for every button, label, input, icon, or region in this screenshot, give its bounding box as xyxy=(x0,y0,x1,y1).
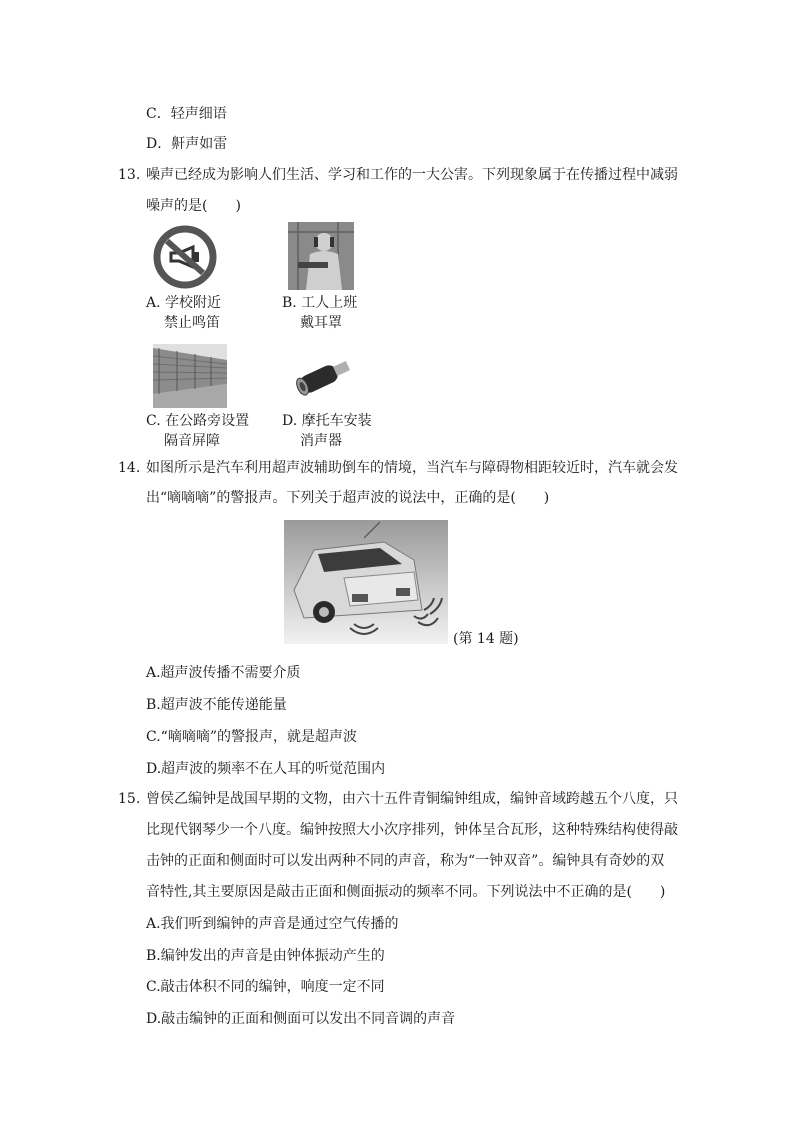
q12-option-d: D．鼾声如雷 xyxy=(146,136,228,152)
q14-number: 14. xyxy=(118,460,141,476)
q13-option-c-label1: C. 在公路旁设置 xyxy=(146,413,250,429)
q13-option-a-label2: 禁止鸣笛 xyxy=(164,315,220,331)
q13-option-b-label2: 戴耳罩 xyxy=(300,315,342,331)
worker-earmuffs-photo xyxy=(288,222,354,290)
q14-option-d: D.超声波的频率不在人耳的听觉范围内 xyxy=(146,761,386,777)
q15-stem-line2: 比现代钢琴少一个八度。编钟按照大小次序排列，钟体呈合瓦形，这种特殊结构使得敲 xyxy=(146,822,678,838)
q15-stem-line3: 击钟的正面和侧面时可以发出两种不同的声音，称为“一钟双音”。编钟具有奇妙的双 xyxy=(146,853,665,869)
q14-stem-line1: 如图所示是汽车利用超声波辅助倒车的情境，当汽车与障碍物相距较近时，汽车就会发 xyxy=(146,460,678,476)
q13-stem-line1: 噪声已经成为影响人们生活、学习和工作的一大公害。下列现象属于在传播过程中减弱 xyxy=(146,167,678,183)
q15-option-a: A.我们听到编钟的声音是通过空气传播的 xyxy=(146,916,399,932)
q14-option-c: C.“嘀嘀嘀”的警报声，就是超声波 xyxy=(146,729,357,745)
q13-option-d-label2: 消声器 xyxy=(300,433,342,449)
q15-option-c: C.敲击体积不同的编钟，响度一定不同 xyxy=(146,979,385,995)
no-horn-sign-icon xyxy=(153,225,217,289)
q13-option-a-label1: A. 学校附近 xyxy=(146,295,222,311)
q15-number: 15. xyxy=(118,791,141,807)
q13-stem-line2: 噪声的是( ) xyxy=(146,198,241,214)
q14-stem-line2: 出“嘀嘀嘀”的警报声。下列关于超声波的说法中，正确的是( ) xyxy=(146,490,550,506)
q13-option-b-label1: B. 工人上班 xyxy=(282,295,358,311)
q13-option-a-figure xyxy=(153,225,217,289)
reversing-car-photo xyxy=(284,520,448,644)
q13-option-d-label1: D. 摩托车安装 xyxy=(282,413,372,429)
q13-number: 13. xyxy=(118,167,141,183)
q14-option-b: B.超声波不能传递能量 xyxy=(146,697,287,713)
q15-option-d: D.敲击编钟的正面和侧面可以发出不同音调的声音 xyxy=(146,1011,456,1027)
q15-stem-line4: 音特性,其主要原因是敲击正面和侧面振动的频率不同。下列说法中不正确的是( ) xyxy=(146,884,666,900)
q15-stem-line1: 曾侯乙编钟是战国早期的文物，由六十五件青铜编钟组成，编钟音域跨越五个八度，只 xyxy=(146,791,678,807)
q14-option-a: A.超声波传播不需要介质 xyxy=(146,665,301,681)
q13-option-c-label2: 隔音屏障 xyxy=(164,433,220,449)
q15-option-b: B.编钟发出的声音是由钟体振动产生的 xyxy=(146,948,385,964)
sound-barrier-photo xyxy=(153,344,227,408)
q14-figure-caption: (第 14 题) xyxy=(453,631,519,647)
muffler-photo xyxy=(288,348,358,404)
q12-option-c: C．轻声细语 xyxy=(146,106,227,122)
